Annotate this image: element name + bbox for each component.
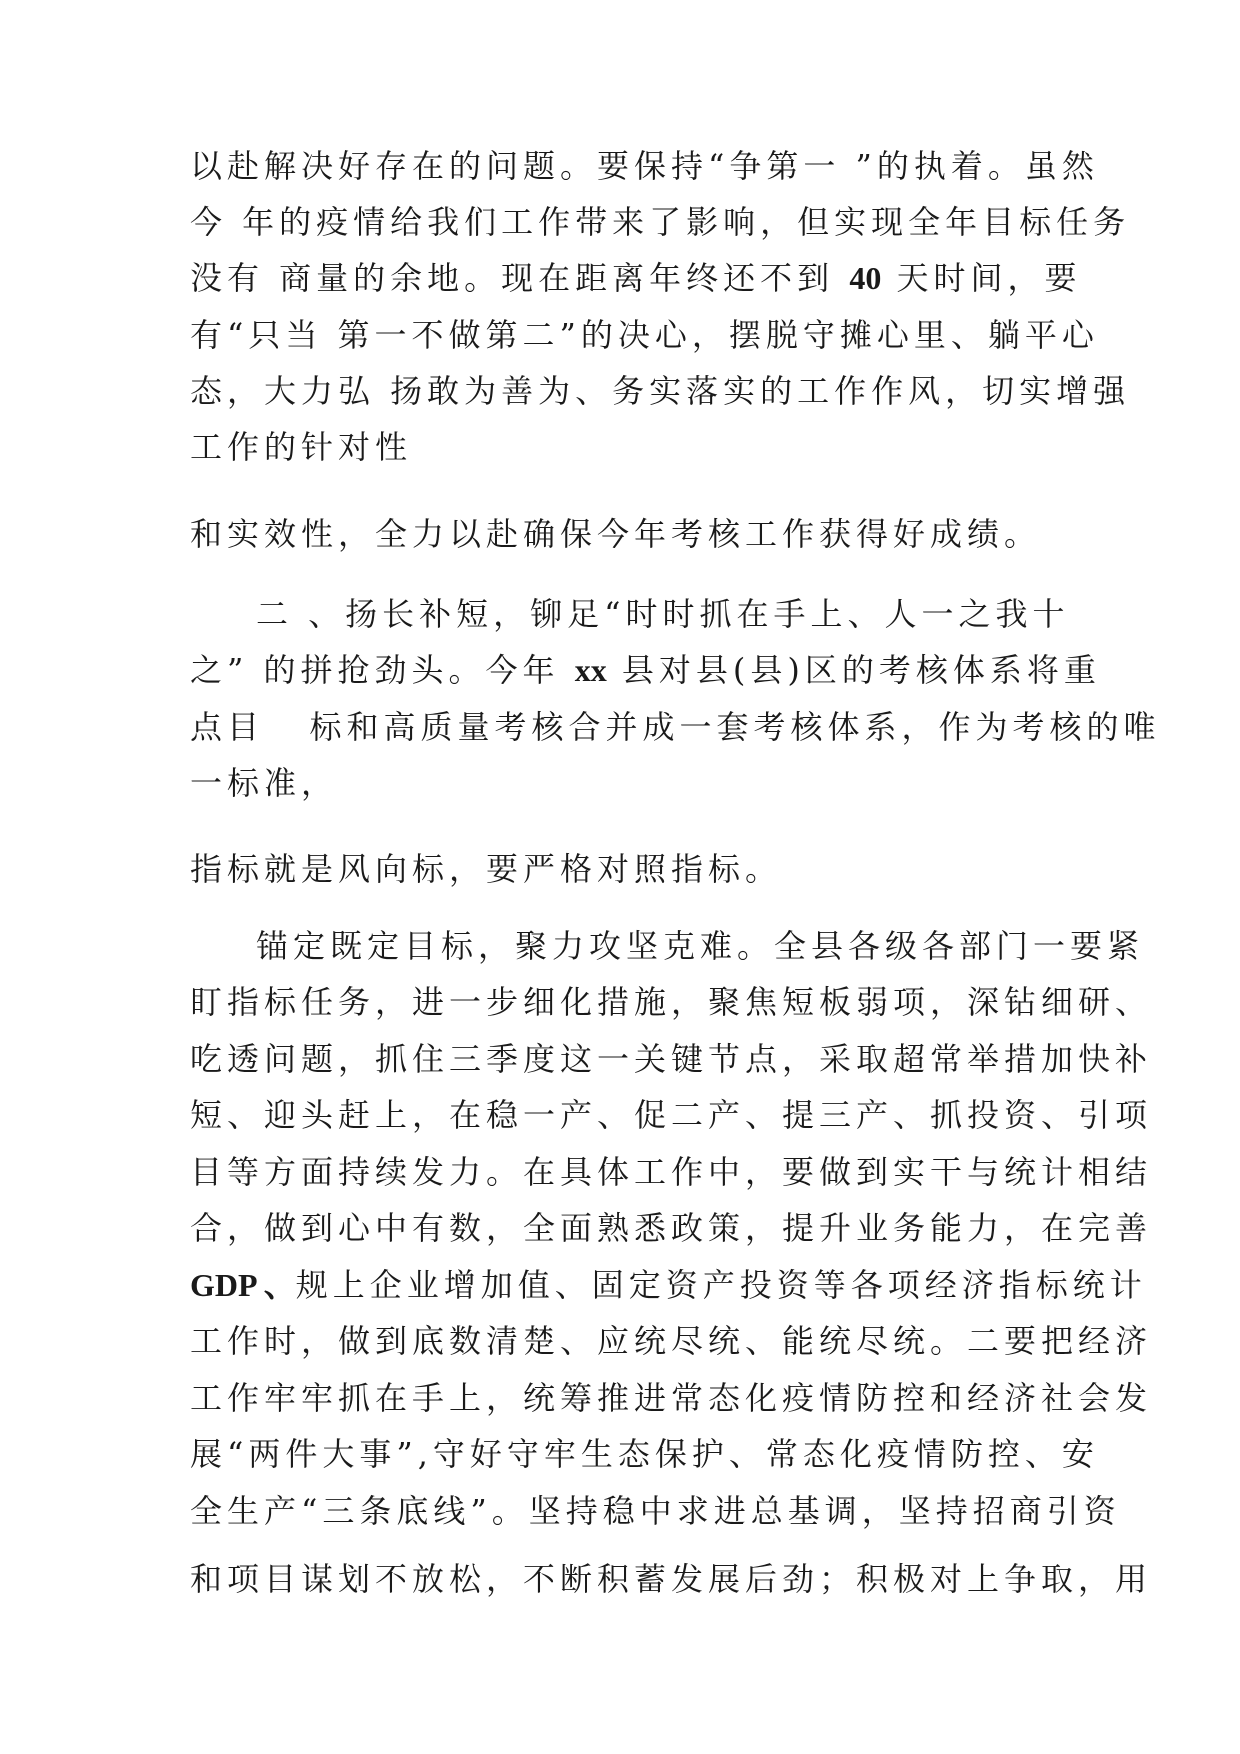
paragraph-line: 吃透问题，抓住三季度这一关键节点，采取超常举措加快补 — [190, 1040, 1153, 1078]
paragraph-line: 和项目谋划不放松，不断积蓄发展后劲；积极对上争取，用 — [190, 1560, 1153, 1598]
paragraph-line: 工作的针对性 — [190, 428, 413, 466]
paragraph-line: 展“两件大事”,守好守牢生态保护、常态化疫情防控、安 — [190, 1435, 1099, 1473]
paragraph-line: 全生产“三条底线”。坚持稳中求进总基调，坚持招商引资 — [190, 1492, 1121, 1530]
paragraph-line: 二 、扬长补短，铆足“时时抓在手上、人一之我十 — [256, 595, 1070, 633]
bold-text: xx — [574, 652, 607, 688]
bold-text: GDP 、 — [190, 1267, 296, 1303]
line-text: 之” 的拼抢劲头。今年 — [190, 651, 575, 689]
paragraph-line: 工作时，做到底数清楚、应统尽统、能统尽统。二要把经济 — [190, 1322, 1153, 1360]
paragraph-line: 有“只当 第一不做第二”的决心，摆脱守摊心里、躺平心 — [190, 316, 1099, 354]
paragraph-line: 工作牢牢抓在手上，统筹推进常态化疫情防控和经济社会发 — [190, 1379, 1153, 1417]
line-text: 没有 商量的余地。现在距离年终还不到 — [190, 259, 850, 297]
line-text: 县对县(县)区的考核体系将重 — [606, 651, 1101, 689]
line-text: 天时间，要 — [881, 259, 1082, 297]
paragraph-line: 一标准， — [190, 764, 339, 802]
paragraph-line — [190, 648, 1101, 692]
paragraph-line: 指标就是风向标，要严格对照指标。 — [190, 850, 783, 888]
paragraph-line: 目等方面持续发力。在具体工作中，要做到实干与统计相结 — [190, 1153, 1153, 1191]
paragraph-line: 今 年的疫情给我们工作带来了影响，但实现全年目标任务 — [190, 203, 1131, 241]
line-text: 规上企业增加值、固定资产投资等各项经济指标统计 — [295, 1266, 1147, 1304]
paragraph-line: 锚定既定目标，聚力攻坚克难。全县各级各部门一要紧 — [256, 927, 1145, 965]
paragraph-line: 以赴解决好存在的问题。要保持“争第一 ”的执着。虽然 — [190, 147, 1099, 185]
paragraph-line: 合，做到心中有数，全面熟悉政策，提升业务能力，在完善 — [190, 1209, 1153, 1247]
paragraph-line: 盯指标任务，进一步细化措施，聚焦短板弱项，深钻细研、 — [190, 983, 1153, 1021]
bold-number: 40 — [849, 260, 882, 296]
paragraph-line: 态，大力弘 扬敢为善为、务实落实的工作作风，切实增强 — [190, 372, 1131, 410]
paragraph-line: 短、迎头赶上，在稳一产、促二产、提三产、抓投资、引项 — [190, 1096, 1153, 1134]
paragraph-line — [190, 256, 1082, 300]
paragraph-line: 点目 标和高质量考核合并成一套考核体系，作为考核的唯 — [190, 708, 1161, 746]
paragraph-line — [190, 1263, 1147, 1307]
paragraph-line: 和实效性，全力以赴确保今年考核工作获得好成绩。 — [190, 515, 1042, 553]
